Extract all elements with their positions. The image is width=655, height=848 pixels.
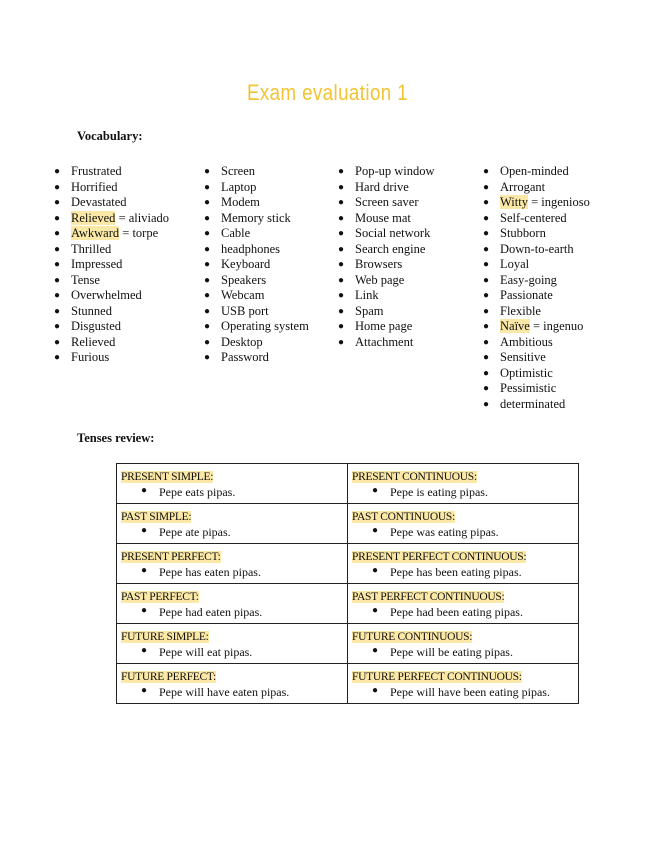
bullet-icon: ●: [338, 228, 345, 239]
vocabulary-translation: = torpe: [119, 226, 159, 240]
vocabulary-word: Impressed: [71, 257, 123, 271]
bullet-icon: ●: [338, 212, 345, 224]
bullet-icon: ●: [338, 181, 345, 193]
vocabulary-word: Webcam: [221, 288, 265, 302]
vocabulary-item: [483, 179, 620, 196]
tense-example: [352, 565, 574, 580]
tense-example-text: Pepe had eaten pipas.: [159, 605, 263, 619]
vocabulary-item: [204, 241, 321, 258]
vocabulary-word: Relieved: [71, 334, 116, 349]
tense-example-text: Pepe ate pipas.: [159, 525, 231, 539]
vocabulary-word: Frustrated: [71, 164, 122, 178]
bullet-icon: ●: [54, 321, 61, 332]
vocabulary-column-hardware: [204, 164, 321, 366]
vocabulary-word: Attachment: [355, 334, 414, 349]
vocabulary-word: Spam: [355, 303, 384, 318]
bullet-icon: ●: [338, 305, 345, 317]
tense-name: PAST SIMPLE:: [121, 511, 192, 523]
vocabulary-item: [338, 195, 475, 211]
vocabulary-word: determinated: [500, 396, 566, 411]
vocabulary-item: [54, 334, 191, 351]
vocabulary-word: Horrified: [71, 179, 118, 194]
vocabulary-item: [483, 350, 620, 366]
bullet-icon: ●: [338, 243, 345, 255]
vocabulary-item: [483, 210, 620, 227]
bullet-icon: ●: [338, 274, 345, 286]
vocabulary-word: Naïve: [500, 319, 530, 333]
vocabulary-word: Ambitious: [500, 334, 553, 349]
vocabulary-item: [204, 319, 321, 335]
tense-cell: [348, 584, 579, 624]
vocabulary-item: [483, 365, 620, 382]
tense-example: [121, 565, 343, 580]
bullet-icon: ●: [204, 212, 211, 224]
vocabulary-item: [54, 226, 191, 242]
vocabulary-word: Screen saver: [355, 195, 419, 209]
vocabulary-word: Disgusted: [71, 319, 121, 333]
bullet-icon: ●: [204, 197, 211, 208]
tense-cell: [348, 664, 579, 704]
bullet-icon: ●: [483, 228, 490, 239]
tense-cell: [348, 544, 579, 584]
vocabulary-item: [483, 272, 620, 289]
vocabulary-word: Laptop: [221, 179, 257, 194]
vocabulary-item: [204, 210, 321, 227]
vocabulary-item: [54, 195, 191, 211]
tense-name: FUTURE CONTINUOUS:: [352, 631, 473, 643]
vocabulary-item: [54, 179, 191, 196]
bullet-icon: ●: [54, 243, 61, 255]
vocabulary-item: [338, 303, 475, 320]
vocabulary-item: [338, 241, 475, 258]
vocabulary-item: [204, 257, 321, 273]
vocabulary-item: [54, 241, 191, 258]
vocabulary-item: [204, 334, 321, 351]
vocabulary-word: Cable: [221, 226, 251, 240]
vocabulary-translation: = aliviado: [115, 210, 170, 225]
bullet-icon: ●: [338, 197, 345, 208]
vocabulary-word: Hard drive: [355, 179, 409, 194]
tenses-row: [117, 464, 579, 504]
bullet-icon: ●: [54, 181, 61, 193]
tenses-table: [116, 463, 579, 704]
vocabulary-item: [54, 319, 191, 335]
bullet-icon: ●: [372, 645, 379, 656]
tense-cell: [117, 544, 348, 584]
vocabulary-word: Relieved: [71, 210, 116, 225]
vocabulary-item: [204, 272, 321, 289]
vocabulary-item: [338, 226, 475, 242]
vocabulary-word: Keyboard: [221, 257, 271, 271]
bullet-icon: ●: [204, 305, 211, 317]
bullet-icon: ●: [338, 321, 345, 332]
tense-example: [352, 525, 574, 540]
tense-example: [121, 685, 343, 700]
vocabulary-word: Stubborn: [500, 226, 546, 240]
tense-example: [121, 605, 343, 620]
bullet-icon: ●: [204, 166, 211, 177]
tenses-row: [117, 544, 579, 584]
vocabulary-heading: Vocabulary:: [77, 129, 143, 143]
vocabulary-word: Self-centered: [500, 210, 567, 225]
vocabulary-word: Tense: [71, 272, 100, 287]
vocabulary-item: [483, 334, 620, 351]
bullet-icon: ●: [483, 197, 490, 208]
vocabulary-word: Browsers: [355, 257, 403, 271]
vocabulary-item: [483, 319, 620, 335]
vocabulary-column-internet: [338, 164, 475, 350]
vocabulary-item: [338, 257, 475, 273]
bullet-icon: ●: [141, 485, 148, 496]
tense-example-text: Pepe will have eaten pipas.: [159, 685, 290, 699]
tense-example-text: Pepe will eat pipas.: [159, 645, 253, 659]
bullet-icon: ●: [372, 485, 379, 496]
tense-example-text: Pepe has eaten pipas.: [159, 565, 261, 579]
bullet-icon: ●: [338, 166, 345, 177]
tense-example-text: Pepe is eating pipas.: [390, 485, 488, 499]
bullet-icon: ●: [204, 228, 211, 239]
vocabulary-word: Open-minded: [500, 164, 569, 178]
bullet-icon: ●: [483, 259, 490, 270]
bullet-icon: ●: [204, 181, 211, 193]
tense-name: PAST PERFECT:: [121, 591, 199, 603]
vocabulary-word: Web page: [355, 272, 405, 287]
bullet-icon: ●: [483, 181, 490, 193]
tense-example: [121, 485, 343, 500]
vocabulary-item: [483, 303, 620, 320]
vocabulary-item: [483, 381, 620, 397]
tense-name: PAST CONTINUOUS:: [352, 511, 455, 523]
vocabulary-word: Thrilled: [71, 241, 112, 256]
vocabulary-item: [54, 257, 191, 273]
bullet-icon: ●: [54, 228, 61, 239]
vocabulary-word: Pop-up window: [355, 164, 435, 178]
tense-example-text: Pepe has been eating pipas.: [390, 565, 522, 579]
bullet-icon: ●: [483, 367, 490, 379]
vocabulary-item: [338, 334, 475, 351]
bullet-icon: ●: [141, 525, 148, 536]
tense-cell: [117, 664, 348, 704]
bullet-icon: ●: [338, 290, 345, 301]
vocabulary-item: [204, 179, 321, 196]
tense-name: PRESENT PERFECT CONTINUOUS:: [352, 551, 527, 563]
vocabulary-column-feelings: [54, 164, 191, 366]
bullet-icon: ●: [141, 645, 148, 656]
bullet-icon: ●: [204, 321, 211, 332]
bullet-icon: ●: [54, 274, 61, 286]
vocabulary-word: Flexible: [500, 303, 541, 318]
vocabulary-item: [204, 288, 321, 304]
vocabulary-item: [483, 164, 620, 180]
tenses-row: [117, 664, 579, 704]
tenses-row: [117, 584, 579, 624]
vocabulary-word: Overwhelmed: [71, 288, 142, 302]
bullet-icon: ●: [54, 305, 61, 317]
bullet-icon: ●: [338, 259, 345, 270]
bullet-icon: ●: [204, 243, 211, 255]
vocabulary-item: [338, 272, 475, 289]
vocabulary-word: Speakers: [221, 272, 267, 287]
bullet-icon: ●: [338, 336, 345, 348]
bullet-icon: ●: [204, 352, 211, 363]
tense-name: PRESENT CONTINUOUS:: [352, 471, 477, 483]
vocabulary-word: Modem: [221, 195, 260, 209]
bullet-icon: ●: [372, 685, 379, 696]
vocabulary-word: Desktop: [221, 334, 263, 349]
vocabulary-item: [338, 179, 475, 196]
tense-cell: [348, 464, 579, 504]
vocabulary-item: [204, 164, 321, 180]
bullet-icon: ●: [141, 685, 148, 696]
vocabulary-word: Screen: [221, 164, 256, 178]
bullet-icon: ●: [54, 259, 61, 270]
tense-example-text: Pepe will be eating pipas.: [390, 645, 513, 659]
vocabulary-item: [204, 303, 321, 320]
vocabulary-word: Loyal: [500, 257, 530, 271]
vocabulary-word: Passionate: [500, 288, 553, 302]
bullet-icon: ●: [483, 290, 490, 301]
bullet-icon: ●: [54, 166, 61, 177]
vocabulary-item: [483, 396, 620, 413]
bullet-icon: ●: [54, 290, 61, 301]
vocabulary-item: [338, 164, 475, 180]
vocabulary-word: Password: [221, 350, 269, 364]
tense-example-text: Pepe will have been eating pipas.: [390, 685, 550, 699]
vocabulary-word: Down-to-earth: [500, 241, 574, 256]
vocabulary-item: [54, 350, 191, 366]
bullet-icon: ●: [372, 565, 379, 576]
tense-name: PRESENT SIMPLE:: [121, 471, 214, 483]
bullet-icon: ●: [372, 525, 379, 536]
vocabulary-column-personality: [483, 164, 620, 412]
bullet-icon: ●: [54, 336, 61, 348]
bullet-icon: ●: [483, 321, 490, 332]
tense-example: [352, 645, 574, 660]
bullet-icon: ●: [483, 352, 490, 363]
vocabulary-word: Easy-going: [500, 272, 557, 287]
vocabulary-word: Operating system: [221, 319, 309, 333]
vocabulary-word: Sensitive: [500, 350, 546, 364]
tense-example-text: Pepe was eating pipas.: [390, 525, 499, 539]
vocabulary-word: headphones: [221, 241, 281, 256]
vocabulary-item: [54, 303, 191, 320]
tense-example: [352, 685, 574, 700]
vocabulary-word: Stunned: [71, 303, 112, 318]
bullet-icon: ●: [204, 336, 211, 348]
tense-cell: [117, 464, 348, 504]
vocabulary-word: Furious: [71, 350, 110, 364]
tense-name: FUTURE SIMPLE:: [121, 631, 209, 643]
vocabulary-word: Memory stick: [221, 210, 291, 225]
bullet-icon: ●: [372, 605, 379, 616]
tenses-row: [117, 504, 579, 544]
vocabulary-word: Witty: [500, 195, 528, 209]
vocabulary-translation: = ingenuo: [529, 319, 584, 333]
vocabulary-word: Awkward: [71, 226, 120, 240]
tense-example-text: Pepe had been eating pipas.: [390, 605, 523, 619]
page-title: Exam evaluation 1: [246, 80, 409, 105]
vocabulary-word: Optimistic: [500, 365, 553, 380]
tense-example: [121, 645, 343, 660]
tense-cell: [348, 624, 579, 664]
vocabulary-word: Devastated: [71, 195, 127, 209]
vocabulary-item: [338, 210, 475, 227]
vocabulary-item: [204, 226, 321, 242]
bullet-icon: ●: [204, 274, 211, 286]
tense-example: [352, 485, 574, 500]
bullet-icon: ●: [483, 166, 490, 177]
vocabulary-word: Link: [355, 288, 379, 302]
bullet-icon: ●: [204, 290, 211, 301]
tense-cell: [348, 504, 579, 544]
tense-name: FUTURE PERFECT CONTINUOUS:: [352, 671, 522, 683]
vocabulary-item: [338, 319, 475, 335]
vocabulary-item: [483, 288, 620, 304]
vocabulary-word: USB port: [221, 303, 269, 318]
vocabulary-word: Home page: [355, 319, 413, 333]
vocabulary-word: Pessimistic: [500, 381, 557, 395]
bullet-icon: ●: [54, 197, 61, 208]
bullet-icon: ●: [54, 212, 61, 224]
tense-cell: [117, 584, 348, 624]
vocabulary-item: [204, 350, 321, 366]
vocabulary-item: [483, 226, 620, 242]
vocabulary-word: Social network: [355, 226, 431, 240]
bullet-icon: ●: [204, 259, 211, 270]
tense-name: PRESENT PERFECT:: [121, 551, 221, 563]
tense-cell: [117, 504, 348, 544]
vocabulary-word: Mouse mat: [355, 210, 411, 225]
tense-example: [352, 605, 574, 620]
bullet-icon: ●: [54, 352, 61, 363]
bullet-icon: ●: [483, 383, 490, 394]
bullet-icon: ●: [141, 565, 148, 576]
vocabulary-word: Search engine: [355, 241, 426, 256]
vocabulary-item: [54, 272, 191, 289]
vocabulary-item: [483, 241, 620, 258]
vocabulary-item: [54, 164, 191, 180]
vocabulary-item: [483, 195, 620, 211]
vocabulary-item: [338, 288, 475, 304]
tense-cell: [117, 624, 348, 664]
bullet-icon: ●: [483, 274, 490, 286]
tense-name: PAST PERFECT CONTINUOUS:: [352, 591, 505, 603]
vocabulary-item: [204, 195, 321, 211]
tenses-row: [117, 624, 579, 664]
vocabulary-item: [483, 257, 620, 273]
vocabulary-translation: = ingenioso: [527, 195, 590, 209]
vocabulary-item: [54, 288, 191, 304]
bullet-icon: ●: [483, 336, 490, 348]
tenses-heading: Tenses review:: [77, 431, 155, 445]
tense-name: FUTURE PERFECT:: [121, 671, 216, 683]
vocabulary-word: Arrogant: [500, 179, 546, 194]
bullet-icon: ●: [483, 212, 490, 224]
bullet-icon: ●: [483, 305, 490, 317]
tense-example: [121, 525, 343, 540]
bullet-icon: ●: [141, 605, 148, 616]
tense-example-text: Pepe eats pipas.: [159, 485, 236, 499]
bullet-icon: ●: [483, 243, 490, 255]
bullet-icon: ●: [483, 398, 490, 410]
vocabulary-item: [54, 210, 191, 227]
